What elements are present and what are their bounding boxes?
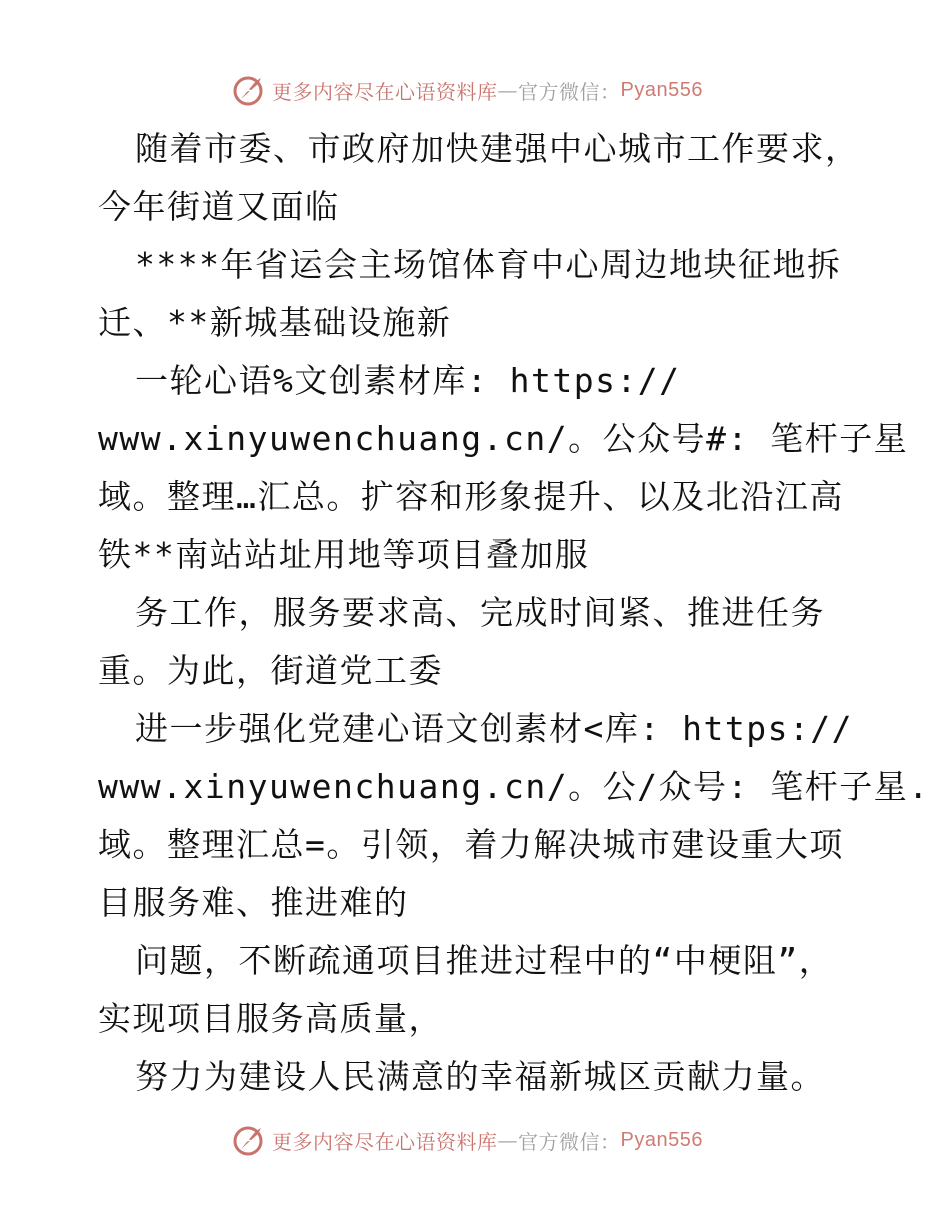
text-line: 重。为此，街道党工委 bbox=[98, 651, 443, 690]
banner-separator: — bbox=[497, 1128, 518, 1152]
banner-wechat-id: Pyan556 bbox=[620, 78, 703, 101]
footer-banner bbox=[232, 1122, 703, 1158]
text-line: 铁**南站站址用地等项目叠加服 bbox=[98, 535, 590, 574]
text-line: 目服务难、推进难的 bbox=[98, 883, 409, 922]
banner-wechat-label: 官方微信： bbox=[518, 1129, 621, 1154]
text-line: 迁、**新城基础设施新 bbox=[98, 303, 452, 342]
text-line: www.xinyuwenchuang.cn/。公众号#: 笔杆子星 bbox=[98, 419, 909, 458]
header-banner bbox=[232, 72, 703, 108]
text-line: www.xinyuwenchuang.cn/。公/众号: 笔杆子星. bbox=[98, 767, 930, 806]
document-body bbox=[98, 120, 930, 1106]
text-line: 随着市委、市政府加快建强中心城市工作要求， bbox=[135, 129, 860, 168]
text-line: 今年街道又面临 bbox=[98, 187, 340, 226]
banner-wechat-id: Pyan556 bbox=[620, 1128, 703, 1151]
text-line: 问题，不断疏通项目推进过程中的“中梗阻”， bbox=[135, 941, 834, 980]
banner-separator: — bbox=[497, 78, 518, 102]
text-line: 进一步强化党建心语文创素材<库: https:// bbox=[135, 709, 854, 748]
text-line: 域。整理汇总=。引领，着力解决城市建设重大项 bbox=[98, 825, 844, 864]
text-line: 努力为建设人民满意的幸福新城区贡献力量。 bbox=[135, 1057, 825, 1096]
banner-main-text: 更多内容尽在心语资料库 bbox=[272, 1129, 498, 1154]
banner-main-text: 更多内容尽在心语资料库 bbox=[272, 79, 498, 104]
text-line: ****年省运会主场馆体育中心周边地块征地拆 bbox=[135, 245, 842, 284]
quill-logo-icon bbox=[232, 73, 266, 107]
text-line: 一轮心语%文创素材库: https:// bbox=[135, 361, 681, 400]
banner-wechat-label: 官方微信： bbox=[518, 79, 621, 104]
text-line: 域。整理…汇总。扩容和形象提升、以及北沿江高 bbox=[98, 477, 844, 516]
text-line: 务工作，服务要求高、完成时间紧、推进任务 bbox=[135, 593, 825, 632]
quill-logo-icon bbox=[232, 1123, 266, 1157]
text-line: 实现项目服务高质量， bbox=[98, 999, 443, 1038]
